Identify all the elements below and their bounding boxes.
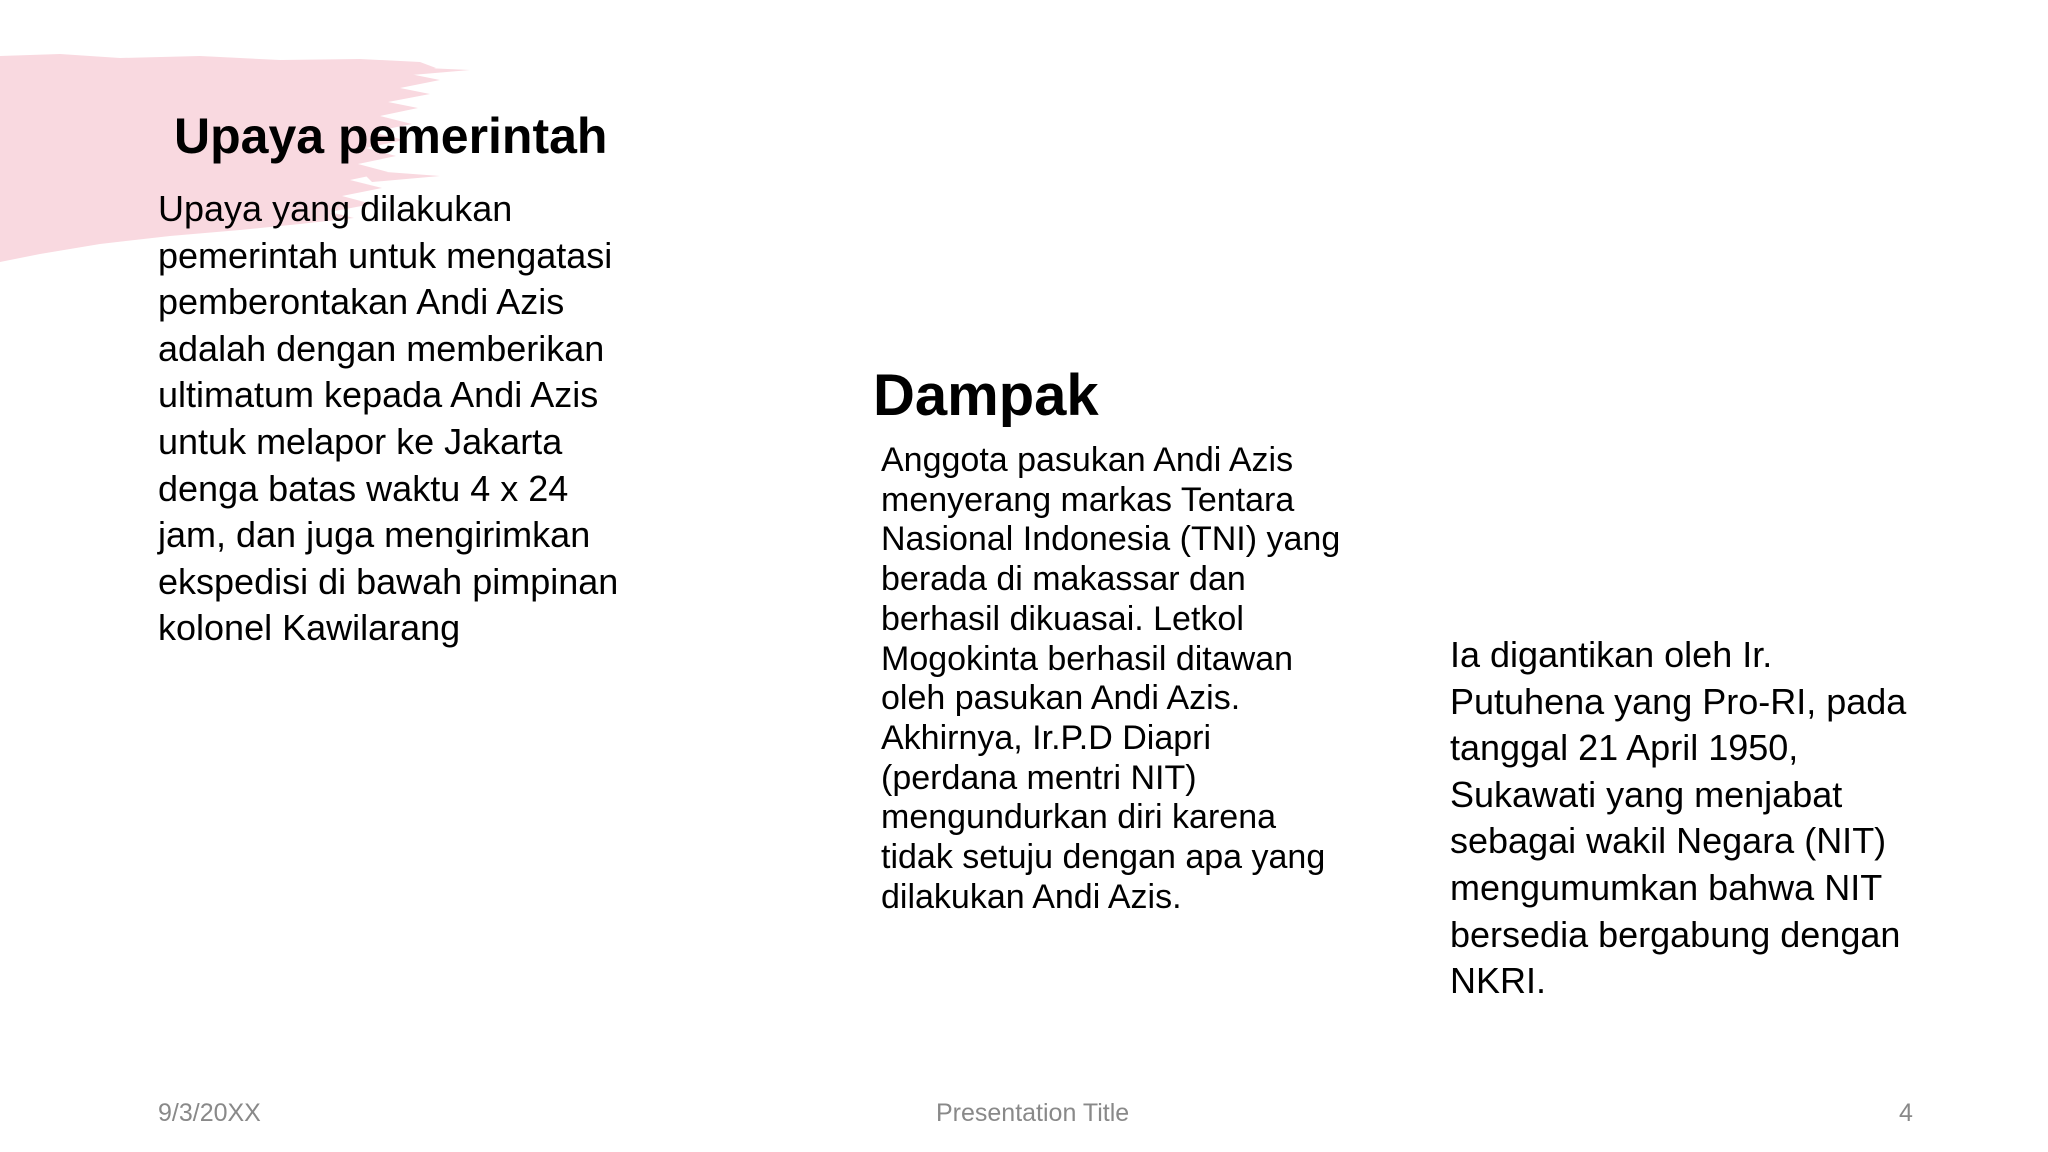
- dampak-heading: Dampak: [873, 363, 1099, 428]
- footer-presentation-title: Presentation Title: [936, 1099, 1130, 1127]
- upaya-pemerintah-body: Upaya yang dilakukan pemerintah untuk mengatasi pemberontakan Andi Azis adalah dengan memberikan ultimatum kepada Andi Azis untuk melapor ke Jakarta denga batas waktu 4 x 24 jam, dan juga mengirimkan ekspedisi di bawah pimpinan kolonel Kawilarang: [158, 188, 619, 649]
- continuation-body: Ia digantikan oleh Ir. Putuhena yang Pro-RI, pada tanggal 21 April 1950, Sukawati yang menjabat sebagai wakil Negara (NIT) mengumumkan bahwa NIT bersedia bergabung dengan NKRI.: [1450, 634, 1907, 1002]
- footer-page-number: 4: [1899, 1099, 1913, 1127]
- upaya-pemerintah-heading: Upaya pemerintah: [174, 108, 608, 164]
- dampak-body: Anggota pasukan Andi Azis menyerang markas Tentara Nasional Indonesia (TNI) yang berada di makassar dan berhasil dikuasai. Letkol Mogokinta berhasil ditawan oleh pasukan Andi Azis. Akhirnya, Ir.P.D Diapri (perdana mentri NIT) mengundurkan diri karena tidak setuju dengan apa yang dilakukan Andi Azis.: [881, 441, 1341, 916]
- footer-date: 9/3/20XX: [158, 1099, 261, 1127]
